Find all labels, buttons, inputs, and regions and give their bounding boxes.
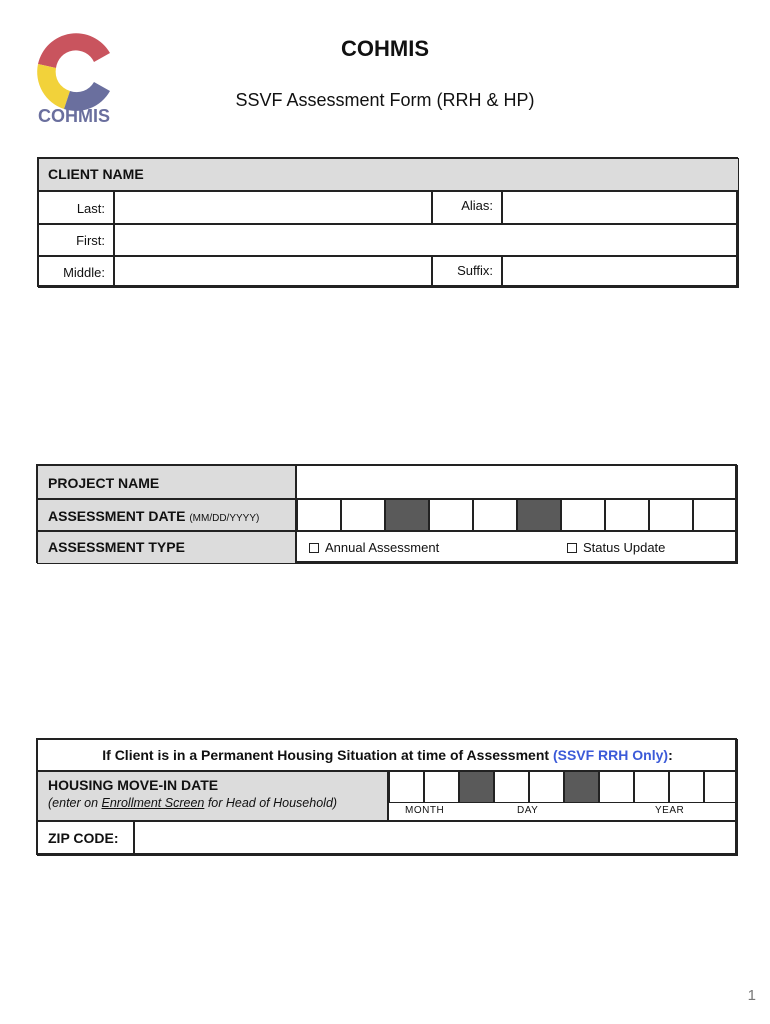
middle-label: Middle: xyxy=(38,256,114,288)
date-box-m1[interactable] xyxy=(297,499,341,531)
project-name-label: PROJECT NAME xyxy=(37,465,296,499)
date-box-y2[interactable] xyxy=(605,499,649,531)
date-separator xyxy=(459,771,494,803)
alias-field[interactable] xyxy=(502,191,739,224)
middle-name-field[interactable] xyxy=(114,256,432,288)
move-in-note-suffix: for Head of Household) xyxy=(204,796,338,810)
suffix-field[interactable] xyxy=(502,256,739,288)
move-in-box-y4[interactable] xyxy=(704,771,738,803)
enrollment-screen-link: Enrollment Screen xyxy=(101,796,205,810)
move-in-label-cell xyxy=(37,771,388,821)
date-separator xyxy=(564,771,599,803)
project-section xyxy=(36,464,737,563)
month-caption: MONTH xyxy=(405,805,445,816)
move-in-box-d1[interactable] xyxy=(494,771,529,803)
page-number: 1 xyxy=(747,987,756,1004)
year-caption: YEAR xyxy=(655,805,685,816)
housing-heading-colon: : xyxy=(668,747,673,763)
first-name-field[interactable] xyxy=(114,224,739,256)
assessment-date-field xyxy=(296,499,738,531)
logo-wordmark: COHMIS xyxy=(38,106,110,126)
assessment-date-label xyxy=(37,499,296,531)
client-name-header: CLIENT NAME xyxy=(38,158,739,191)
date-box-y1[interactable] xyxy=(561,499,605,531)
status-update-label: Status Update xyxy=(583,540,666,555)
annual-assessment-option[interactable] xyxy=(309,540,439,555)
last-label: Last: xyxy=(38,191,114,224)
document-title: COHMIS xyxy=(341,36,429,61)
move-in-note-prefix: (enter on xyxy=(48,796,102,810)
move-in-date-field xyxy=(388,771,738,821)
move-in-box-m1[interactable] xyxy=(389,771,424,803)
last-name-field[interactable] xyxy=(114,191,432,224)
zip-code-field[interactable] xyxy=(134,821,738,856)
project-name-field[interactable] xyxy=(296,465,738,499)
checkbox-icon[interactable] xyxy=(567,543,577,553)
first-label: First: xyxy=(38,224,114,256)
checkbox-icon[interactable] xyxy=(309,543,319,553)
suffix-label: Suffix: xyxy=(432,256,502,288)
move-in-box-d2[interactable] xyxy=(529,771,564,803)
assessment-date-format: (MM/DD/YYYY) xyxy=(189,513,260,524)
day-caption: DAY xyxy=(517,805,539,816)
assessment-type-label: ASSESSMENT TYPE xyxy=(37,531,296,564)
date-separator xyxy=(517,499,561,531)
move-in-label: HOUSING MOVE-IN DATE xyxy=(48,777,219,793)
date-box-y4[interactable] xyxy=(693,499,738,531)
move-in-box-y2[interactable] xyxy=(634,771,669,803)
alias-label: Alias: xyxy=(432,191,502,224)
move-in-box-y3[interactable] xyxy=(669,771,704,803)
date-box-d1[interactable] xyxy=(429,499,473,531)
move-in-box-m2[interactable] xyxy=(424,771,459,803)
date-box-y3[interactable] xyxy=(649,499,693,531)
annual-assessment-label: Annual Assessment xyxy=(325,540,440,555)
housing-heading-highlight: (SSVF RRH Only) xyxy=(552,747,669,763)
housing-heading-text: If Client is in a Permanent Housing Situation at time of Assessment xyxy=(102,747,550,763)
date-box-d2[interactable] xyxy=(473,499,517,531)
document-subtitle: SSVF Assessment Form (RRH & HP) xyxy=(235,90,535,110)
housing-heading xyxy=(37,739,738,771)
move-in-box-y1[interactable] xyxy=(599,771,634,803)
status-update-option[interactable] xyxy=(567,540,665,555)
assessment-type-field xyxy=(296,531,738,564)
client-name-section xyxy=(37,157,738,287)
move-in-note xyxy=(48,796,337,810)
date-separator xyxy=(385,499,429,531)
date-box-m2[interactable] xyxy=(341,499,385,531)
assessment-date-label-text: ASSESSMENT DATE xyxy=(48,508,186,524)
zip-code-label: ZIP CODE: xyxy=(37,821,134,856)
housing-section xyxy=(36,738,737,855)
